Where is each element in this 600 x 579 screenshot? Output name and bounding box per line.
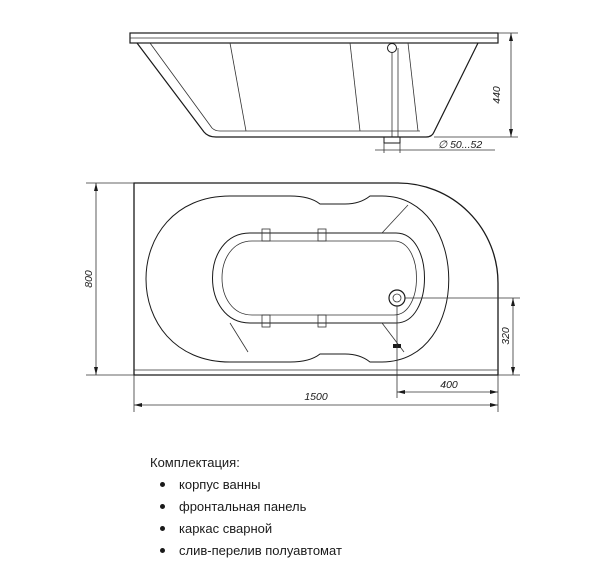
dim-arrow — [509, 129, 513, 137]
drain-y-label: 320 — [500, 327, 512, 345]
kit-item-label: слив-перелив полуавтомат — [179, 543, 342, 558]
tub-body-outline — [137, 43, 478, 137]
facet-line — [230, 323, 248, 352]
tub-shade-line — [350, 43, 360, 131]
tub-body-inner — [150, 43, 420, 131]
overflow-hole — [388, 44, 397, 53]
dim-arrow — [490, 403, 498, 407]
kit-list — [150, 452, 450, 562]
side-view — [130, 33, 518, 153]
dim-arrow — [134, 403, 142, 407]
tub-footwell-inner — [222, 241, 417, 315]
tub-footwell — [213, 233, 425, 323]
height-label: 440 — [491, 86, 503, 104]
grip-rib — [318, 229, 326, 241]
drain-diameter-label: ∅ 50...52 — [438, 139, 483, 151]
kit-item — [160, 540, 450, 562]
dim-arrow — [94, 367, 98, 375]
tub-shade-line — [408, 43, 418, 131]
kit-item-label: каркас сварной — [179, 521, 273, 536]
kit-item — [160, 474, 450, 496]
width-label: 800 — [83, 270, 95, 288]
kit-items — [150, 474, 450, 562]
drain-x-label: 400 — [440, 379, 458, 391]
tub-shade-line — [230, 43, 246, 131]
dim-arrow — [511, 298, 515, 306]
drain-inner-icon — [393, 294, 401, 302]
grip-rib — [262, 229, 270, 241]
facet-line — [382, 205, 408, 233]
dim-arrow — [94, 183, 98, 191]
dim-arrow — [511, 367, 515, 375]
tub-basin — [146, 196, 449, 362]
dim-arrow — [509, 33, 513, 41]
length-label: 1500 — [304, 391, 328, 403]
bullet-icon — [160, 526, 165, 531]
kit-item-label: фронтальная панель — [179, 499, 307, 514]
dim-arrow — [490, 390, 498, 394]
dim-arrow — [397, 390, 405, 394]
bullet-icon — [160, 504, 165, 509]
bullet-icon — [160, 482, 165, 487]
top-view — [83, 183, 520, 412]
kit-item-label: корпус ванны — [179, 477, 261, 492]
tub-outline-plan — [134, 183, 498, 375]
bullet-icon — [160, 548, 165, 553]
kit-item — [160, 496, 450, 518]
drain-icon — [389, 290, 405, 306]
drain-fitting — [384, 137, 400, 143]
kit-title: Комплектация: — [150, 455, 240, 470]
kit-item — [160, 518, 450, 540]
grip-rib — [262, 315, 270, 327]
grip-rib — [318, 315, 326, 327]
